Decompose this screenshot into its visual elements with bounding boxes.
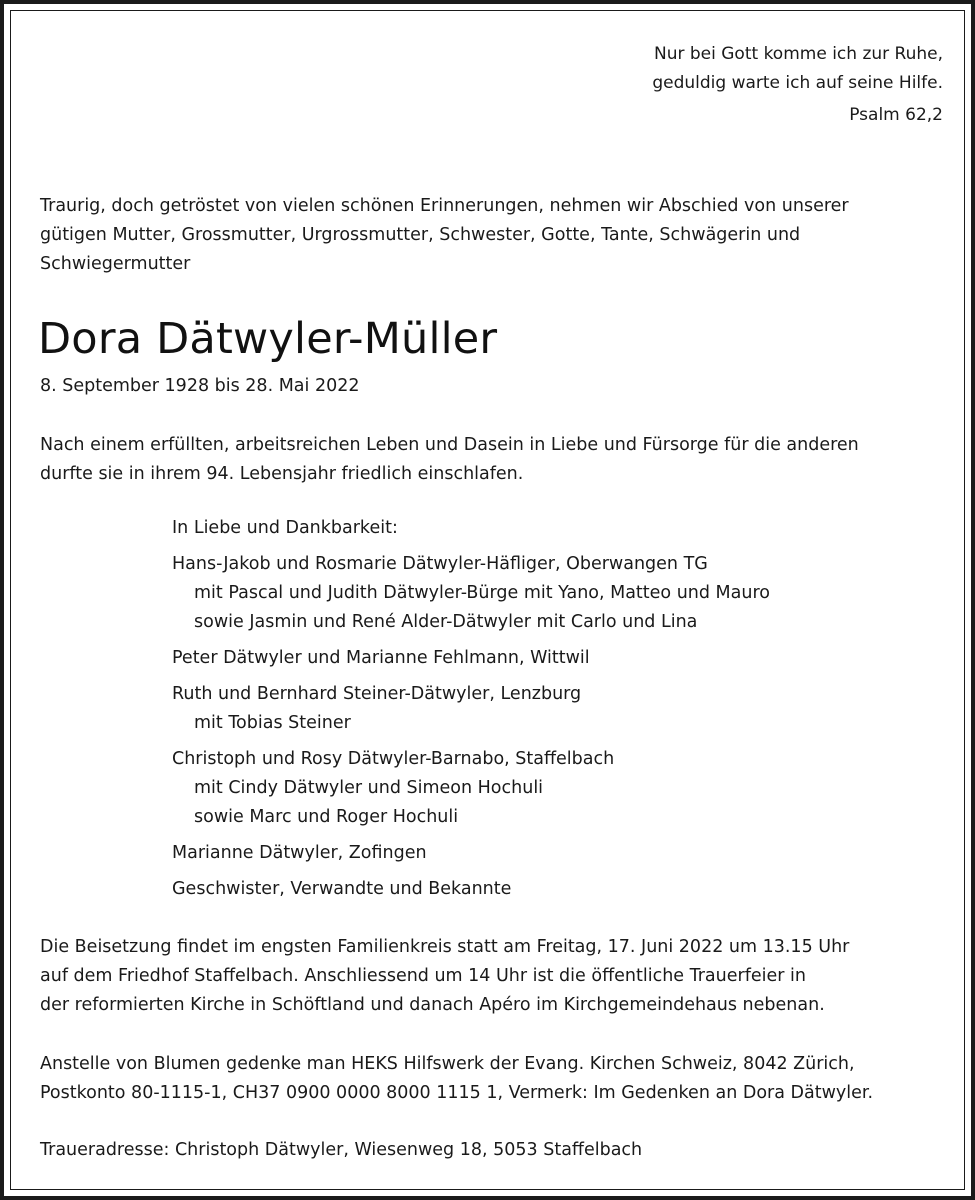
family-group	[172, 644, 770, 673]
intro-line: Schwiegermutter	[40, 254, 191, 274]
family-sub: mit Cindy Dätwyler und Simeon Hochuli	[194, 778, 544, 798]
donation-line: Anstelle von Blumen gedenke man HEKS Hilfswerk der Evang. Kirchen Schweiz, 8042 Zürich,	[40, 1054, 855, 1074]
family-sub: sowie Marc und Roger Hochuli	[194, 807, 459, 827]
life-dates: 8. September 1928 bis 28. Mai 2022	[40, 376, 360, 396]
family-group	[172, 550, 770, 637]
donation-line: Postkonto 80-1115-1, CH37 0900 0000 8000 1115 1, Vermerk: Im Gedenken an Dora Dätwyler.	[40, 1083, 874, 1103]
life-line: Nach einem erfüllten, arbeitsreichen Leben und Dasein in Liebe und Fürsorge für die anderen	[40, 435, 859, 455]
family-list	[172, 514, 770, 904]
family-main: Marianne Dätwyler, Zofingen	[172, 843, 427, 863]
deceased-name: Dora Dätwyler-Müller	[38, 314, 498, 364]
family-heading	[172, 514, 770, 543]
family-group	[172, 875, 770, 904]
family-main: Geschwister, Verwandte und Bekannte	[172, 879, 512, 899]
family-main: Christoph und Rosy Dätwyler-Barnabo, Staffelbach	[172, 749, 615, 769]
burial-paragraph	[40, 933, 849, 1020]
burial-line: auf dem Friedhof Staffelbach. Anschliessend um 14 Uhr ist die öffentliche Trauerfeier in	[40, 966, 806, 986]
mourning-address: Traueradresse: Christoph Dätwyler, Wiesenweg 18, 5053 Staffelbach	[40, 1140, 643, 1160]
verse-line: geduldig warte ich auf seine Hilfe.	[652, 73, 943, 93]
life-paragraph	[40, 431, 859, 489]
family-sub: sowie Jasmin und René Alder-Dätwyler mit Carlo und Lina	[194, 612, 698, 632]
bible-verse	[652, 40, 943, 130]
donation-paragraph	[40, 1050, 873, 1108]
family-main: Hans-Jakob und Rosmarie Dätwyler-Häfliger, Oberwangen TG	[172, 554, 708, 574]
family-main: Peter Dätwyler und Marianne Fehlmann, Wittwil	[172, 648, 590, 668]
family-sub: mit Pascal und Judith Dätwyler-Bürge mit Yano, Matteo und Mauro	[194, 583, 770, 603]
intro-paragraph	[40, 192, 849, 279]
family-group	[172, 745, 770, 832]
intro-line: gütigen Mutter, Grossmutter, Urgrossmutter, Schwester, Gotte, Tante, Schwägerin und	[40, 225, 801, 245]
verse-line: Nur bei Gott komme ich zur Ruhe,	[654, 44, 943, 64]
family-group	[172, 839, 770, 868]
family-sub: mit Tobias Steiner	[194, 713, 351, 733]
family-main: Ruth und Bernhard Steiner-Dätwyler, Lenzburg	[172, 684, 582, 704]
burial-line: Die Beisetzung findet im engsten Familienkreis statt am Freitag, 17. Juni 2022 um 13.15 Uhr	[40, 937, 850, 957]
burial-line: der reformierten Kirche in Schöftland und danach Apéro im Kirchgemeindehaus nebenan.	[40, 995, 825, 1015]
intro-line: Traurig, doch getröstet von vielen schönen Erinnerungen, nehmen wir Abschied von unserer	[40, 196, 849, 216]
life-line: durfte sie in ihrem 94. Lebensjahr friedlich einschlafen.	[40, 464, 524, 484]
family-group	[172, 680, 770, 738]
family-heading-text: In Liebe und Dankbarkeit:	[172, 518, 398, 538]
verse-reference: Psalm 62,2	[849, 105, 943, 125]
